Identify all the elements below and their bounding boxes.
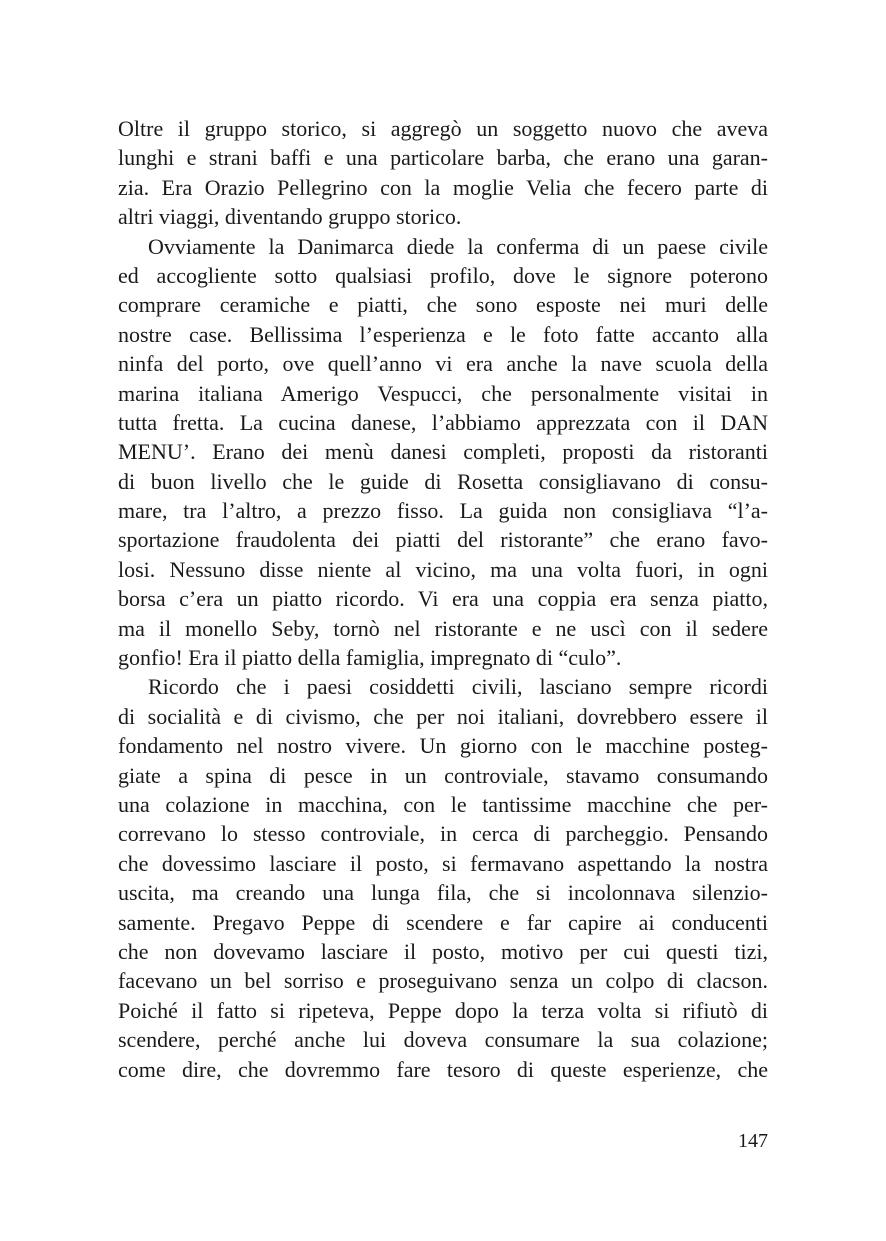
text-line: ma il monello Seby, tornò nel ristorante e ne uscì con il sedere: [118, 615, 768, 641]
text-line: MENU’. Erano dei menù danesi completi, proposti da ristoranti: [118, 439, 768, 465]
text-line: di socialità e di civismo, che per noi italiani, dovrebbero essere il: [118, 703, 768, 729]
text-line: nostre case. Bellissima l’esperienza e le foto fatte accanto alla: [118, 321, 768, 347]
text-line: borsa c’era un piatto ricordo. Vi era una coppia era senza piatto,: [118, 586, 768, 612]
text-line: sportazione fraudolenta dei piatti del ristorante” che erano favo-: [118, 527, 768, 553]
text-line: giate a spina di pesce in un controviale, stavamo consumando: [118, 762, 768, 788]
text-line: tutta fretta. La cucina danese, l’abbiamo apprezzata con il DAN: [118, 409, 768, 435]
text-line: lunghi e strani baffi e una particolare barba, che erano una garan-: [118, 145, 768, 171]
page-number: 147: [738, 1130, 768, 1152]
text-line: ninfa del porto, ove quell’anno vi era anche la nave scuola della: [118, 351, 768, 377]
body-text: [118, 114, 768, 1084]
text-line: ed accogliente sotto qualsiasi profilo, dove le signore poterono: [118, 262, 768, 288]
text-line: correvano lo stesso controviale, in cerca di parcheggio. Pensando: [118, 821, 768, 847]
text-line: Ricordo che i paesi cosiddetti civili, lasciano sempre ricordi: [148, 674, 768, 700]
text-line: di buon livello che le guide di Rosetta consigliavano di consu-: [118, 468, 768, 494]
text-line: losi. Nessuno disse niente al vicino, ma una volta fuori, in ogni: [118, 556, 768, 582]
text-line: una colazione in macchina, con le tantissime macchine che per-: [118, 791, 768, 817]
text-line: gonfio! Era il piatto della famiglia, impregnato di “culo”.: [118, 645, 622, 671]
text-line: altri viaggi, diventando gruppo storico.: [118, 204, 462, 230]
text-line: uscita, ma creando una lunga fila, che si incolonnava silenzio-: [118, 880, 768, 906]
text-line: scendere, perché anche lui doveva consumare la sua colazione;: [118, 1027, 768, 1053]
text-line: che dovessimo lasciare il posto, si fermavano aspettando la nostra: [118, 850, 768, 876]
text-line: Oltre il gruppo storico, si aggregò un soggetto nuovo che aveva: [118, 116, 768, 141]
text-line: Ovviamente la Danimarca diede la conferma di un paese civile: [148, 233, 768, 259]
text-line: samente. Pregavo Peppe di scendere e far capire ai conducenti: [118, 909, 768, 935]
text-line: marina italiana Amerigo Vespucci, che personalmente visitai in: [118, 380, 768, 406]
text-line: zia. Era Orazio Pellegrino con la moglie Velia che fecero parte di: [118, 174, 768, 200]
text-line: comprare ceramiche e piatti, che sono esposte nei muri delle: [118, 292, 768, 318]
text-line: mare, tra l’altro, a prezzo fisso. La guida non consigliava “l’a-: [118, 498, 768, 524]
text-line: che non dovevamo lasciare il posto, motivo per cui questi tizi,: [118, 938, 768, 964]
text-line: fondamento nel nostro vivere. Un giorno con le macchine posteg-: [118, 733, 768, 759]
text-line: come dire, che dovremmo fare tesoro di queste esperienze, che: [118, 1056, 768, 1082]
text-line: Poiché il fatto si ripeteva, Peppe dopo la terza volta si rifiutò di: [118, 997, 768, 1023]
text-line: facevano un bel sorriso e proseguivano senza un colpo di clacson.: [118, 968, 768, 994]
